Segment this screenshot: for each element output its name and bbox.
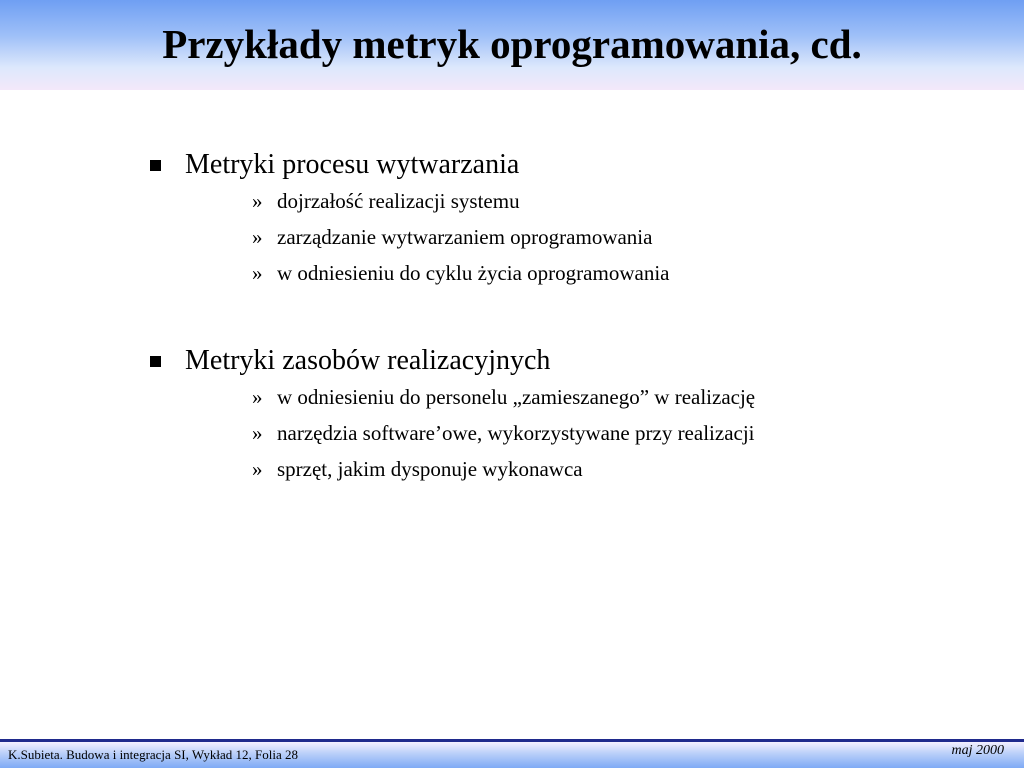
double-chevron-icon: » [252, 421, 263, 445]
square-bullet-icon [150, 356, 161, 367]
footer-date: maj 2000 [951, 743, 1004, 758]
sub-bullet-text: dojrzałość realizacji systemu [277, 189, 520, 213]
main-bullet-text: Metryki procesu wytwarzania [185, 149, 520, 180]
double-chevron-icon: » [252, 385, 263, 409]
footer-citation: K.Subieta. Budowa i integracja SI, Wykład 12, Folia 28 [8, 747, 298, 762]
double-chevron-icon: » [252, 189, 263, 213]
slide-title: Przykłady metryk oprogramowania, cd. [162, 21, 862, 67]
double-chevron-icon: » [252, 261, 263, 285]
sub-bullet-text: narzędzia software’owe, wykorzystywane przy realizacji [277, 421, 755, 445]
double-chevron-icon: » [252, 457, 263, 481]
square-bullet-icon [150, 160, 161, 171]
sub-bullet-text: sprzęt, jakim dysponuje wykonawca [277, 457, 583, 481]
sub-bullet-text: w odniesieniu do cyklu życia oprogramowania [277, 261, 670, 285]
sub-bullet-text: w odniesieniu do personelu „zamieszanego” w realizację [277, 385, 756, 409]
sub-bullet-text: zarządzanie wytwarzaniem oprogramowania [277, 225, 653, 249]
main-bullet-text: Metryki zasobów realizacyjnych [185, 345, 551, 376]
double-chevron-icon: » [252, 225, 263, 249]
